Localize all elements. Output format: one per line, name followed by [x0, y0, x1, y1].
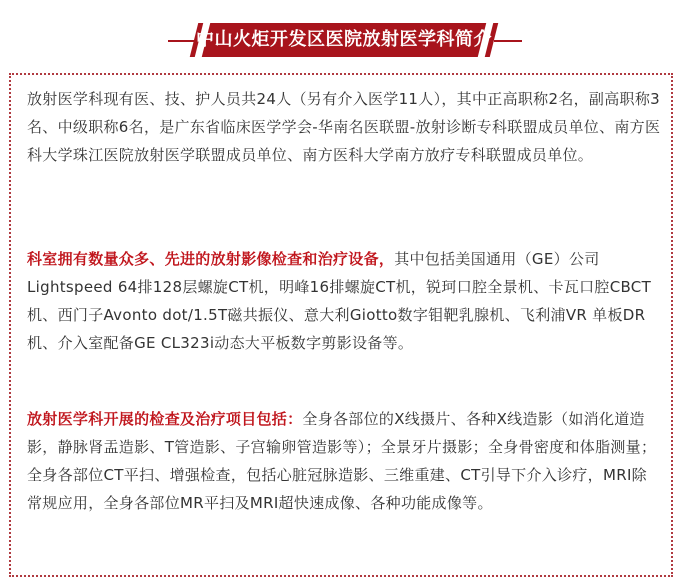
- banner-box: [194, 23, 494, 57]
- intro-text: 放射医学科现有医、技、护人员共24人（另有介入医学11人），其中正高职称2名，副高职称3名、中级职称6名，是广东省临床医学学会-华南名医联盟-放射诊断专科联盟成员单位、南方医科大学珠江医院放射医学联盟成员单位、南方医科大学南方放疗专科联盟成员单位。: [27, 90, 661, 164]
- equipment-paragraph: [27, 245, 661, 357]
- intro-paragraph: [27, 85, 661, 169]
- services-text: 全身各部位的X线摄片、各种X线造影（如消化道造影，静脉肾盂造影、T管造影、子宫输卵管造影等）；全景牙片摄影；全身骨密度和体脂测量；全身各部位CT平扫、增强检查，包括心脏冠脉造影、三维重建、CT引导下介入诊疗，MRI除常规应用，全身各部位MR平扫及MRI超快速成像、各种功能成像等。: [27, 410, 657, 512]
- page-title: 中山火炬开发区医院放射医学科简介: [196, 29, 492, 50]
- services-paragraph: [27, 405, 661, 517]
- equipment-lead: 科室拥有数量众多、先进的放射影像检查和治疗设备，: [27, 250, 395, 268]
- equipment-text: 其中包括美国通用（GE）公司Lightspeed 64排128层螺旋CT机，明峰16排螺旋CT机，锐珂口腔全景机、卡瓦口腔CBCT机、西门子Avonto dot/1.5T磁共振仪、意大利Giotto数字钼靶乳腺机、飞利浦VR 单板DR机、介入室配备GE CL323i动态大平板数字剪影设备等。: [27, 250, 652, 352]
- title-banner: [168, 21, 522, 61]
- services-lead: 放射医学科开展的检查及治疗项目包括：: [27, 410, 303, 428]
- content-frame: [9, 73, 673, 577]
